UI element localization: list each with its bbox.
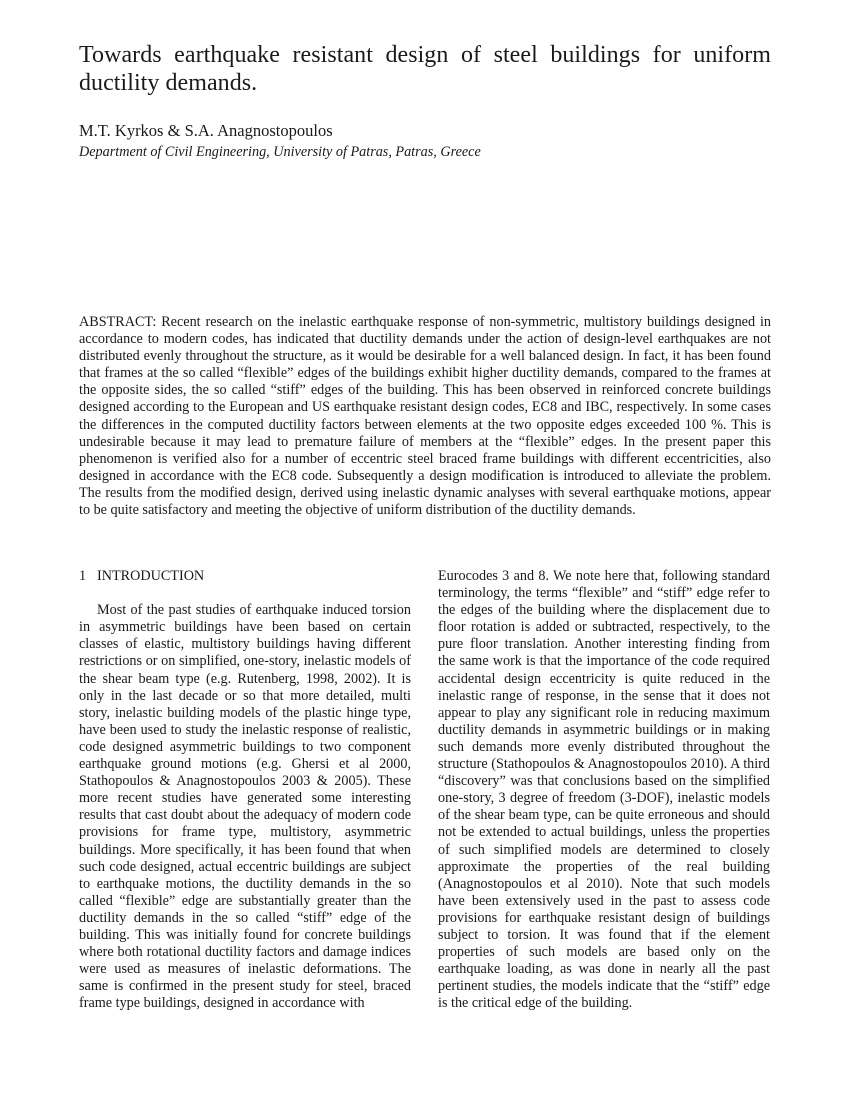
intro-paragraph-right: Eurocodes 3 and 8. We note here that, following standard terminology, the terms “flexible” and “stiff” edge refer to the edges of the building where the displacement due to floor rotation is added or subtracted, respectively, to the pure floor translation. Another interesting finding from the same work is that the importance of the code required accidental design eccentricity is quite reduced in the inelastic range of response, in the sense that it does not appear to play any significant role in reducing maximum ductility demands in asymmetric buildings or in making such demands more evenly distributed throughout the structure (Stathopoulos & Anagnostopoulos 2010). A third “discovery” was that conclusions based on the simplified one-story, 3 degree of freedom (3-DOF), inelastic models of the shear beam type, can be quite erroneous and should not be extended to actual buildings, unless the properties of such simplified models are determined to closely approximate the properties of the real building (Anagnostopoulos et al 2010). Note that such models have been extensively used in the past to assess code provisions for earthquake resistant design of buildings subject to torsion. It was found that if the element properties of such models are based only on the earthquake loading, as was done in nearly all the past pertinent studies, the models indicate that the “stiff” edge is the critical edge of the building. bbox=[438, 568, 770, 1012]
section-number: 1 bbox=[79, 568, 87, 584]
right-column bbox=[438, 568, 770, 1012]
section-spacer bbox=[79, 585, 411, 602]
abstract: ABSTRACT: Recent research on the inelastic earthquake response of non-symmetric, multistory buildings designed in accordance to modern codes, has indicated that ductility demands under the action of design-level earthquakes are not distributed evenly throughout the structure, as it would be desirable for a well balanced design. In fact, it has been found that frames at the so called “flexible” edges of the buildings exhibit higher ductility demands, compared to the frames at the opposite sides, the so called “stiff” edges of the building. This has been observed in reinforced concrete buildings designed according to the European and US earthquake resistant design codes, EC8 and IBC, respectively. In some cases the differences in the computed ductility factors between elements at the two opposite edges exceeded 100 %. This is undesirable because it may lead to premature failure of members at the “flexible” edges. In the present paper this phenomenon is verified also for a number of eccentric steel braced frame buildings with different eccentricities, also designed in accordance with the EC8 code. Subsequently a design modification is introduced to alleviate the problem. The results from the modified design, derived using inelastic dynamic analyses with several earthquake motions, appear to be quite satisfactory and meeting the objective of uniform distribution of the ductility demands. bbox=[79, 314, 771, 519]
section-heading bbox=[79, 568, 411, 585]
section-title: INTRODUCTION bbox=[97, 568, 205, 584]
intro-paragraph-left: Most of the past studies of earthquake induced torsion in asymmetric buildings have been based on certain classes of elastic, multistory buildings having different restrictions or on simplified, one-story, inelastic models of the shear beam type (e.g. Rutenberg, 1998, 2002). It is only in the last decade or so that more detailed, multi story, inelastic building models of the plastic hinge type, have been used to study the inelastic response of realistic, code designed asymmetric buildings to two component earthquake ground motions (e.g. Ghersi et al 2000, Stathopoulos & Anagnostopoulos 2003 & 2005). These more recent studies have generated some interesting results that cast doubt about the adequacy of modern code provisions for frame type, multistory, asymmetric buildings. More specifically, it has been found that when such code designed, actual eccentric buildings are subject to earthquake motions, the ductility demands in the so called “flexible” edge are substantially greater than the ductility demands in the so called “stiff” edge of the building. This was initially found for concrete buildings where both rotational ductility factors and damage indices were used as measures of inelastic deformations. The same is confirmed in the present study for steel, braced frame type buildings, designed in accordance with bbox=[79, 602, 411, 1012]
author-affiliation: Department of Civil Engineering, University of Patras, Patras, Greece bbox=[79, 144, 481, 160]
paper-title: Towards earthquake resistant design of steel buildings for uniform ductility demands. bbox=[79, 42, 771, 96]
left-column bbox=[79, 568, 411, 1012]
author-list: M.T. Kyrkos & S.A. Anagnostopoulos bbox=[79, 121, 333, 140]
